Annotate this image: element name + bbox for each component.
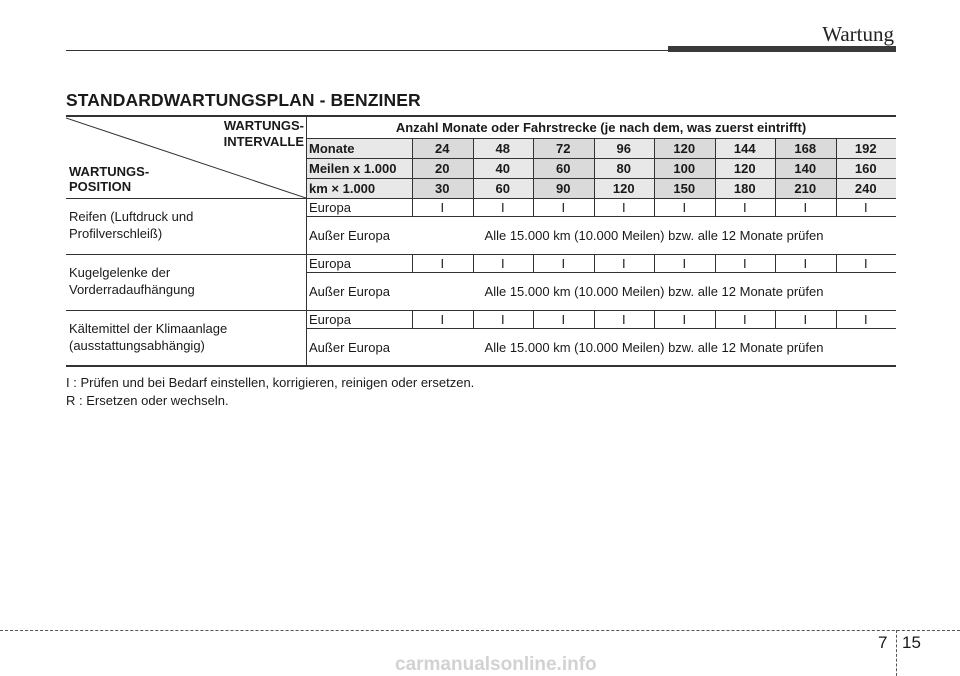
header-value: 150 (673, 180, 696, 196)
table-rule (715, 138, 716, 198)
interval-value: I (742, 199, 747, 215)
interval-value: I (440, 311, 445, 327)
position-label: Kältemittel der Klimaanlage (ausstattungsabhängig) (69, 321, 228, 353)
section-title: STANDARDWARTUNGSPLAN - BENZINER (66, 90, 421, 110)
table-rule (306, 116, 307, 198)
table-rule (775, 310, 776, 328)
table-rule (836, 310, 837, 328)
corner-intervals-label: WARTUNGS- INTERVALLE (223, 118, 304, 149)
position-label: Reifen (Luftdruck und Profilverschleiß) (69, 209, 194, 241)
table-rule (654, 138, 655, 198)
table-top-rule (66, 115, 896, 117)
legend-i: I : Prüfen und bei Bedarf einstellen, korrigieren, reinigen oder ersetzen. (66, 375, 475, 390)
corner-diagonal (66, 116, 306, 198)
page-number: 15 (902, 633, 921, 652)
table-rule (654, 254, 655, 272)
corner-position-label: WARTUNGS- POSITION (69, 164, 150, 194)
header-value: 144 (733, 140, 756, 156)
table-rule (473, 198, 474, 216)
table-rule (306, 272, 896, 273)
table-rule (715, 310, 716, 328)
table-rule (533, 138, 534, 198)
interval-value: I (500, 255, 505, 271)
region-label: Außer Europa (309, 227, 390, 243)
header-value: 60 (556, 160, 571, 176)
interval-value: I (803, 199, 808, 215)
table-rule (836, 254, 837, 272)
header-value: 120 (673, 140, 696, 156)
header-value: 48 (495, 140, 510, 156)
header-value: 168 (794, 140, 817, 156)
interval-value: I (863, 199, 868, 215)
table-rule (594, 254, 595, 272)
interval-value: I (621, 255, 626, 271)
table-rule (306, 138, 896, 139)
table-rule (473, 254, 474, 272)
interval-value: I (561, 199, 566, 215)
table-rule (306, 198, 307, 254)
span-header: Anzahl Monate oder Fahrstrecke (je nach dem, was zuerst eintrifft) (395, 119, 807, 135)
header-value: 140 (794, 160, 817, 176)
region-label: Außer Europa (309, 283, 390, 299)
footer-rule (0, 630, 960, 631)
table-rule (412, 310, 413, 328)
table-rule (775, 138, 776, 198)
header-value: 24 (435, 140, 450, 156)
interval-value: I (561, 255, 566, 271)
table-rule (412, 138, 413, 198)
table-rule (836, 198, 837, 216)
region-label: Europa (309, 311, 351, 327)
interval-text: Alle 15.000 km (10.000 Meilen) bzw. alle 12 Monate prüfen (484, 339, 824, 355)
table-bottom-rule (66, 365, 896, 367)
table-rule (836, 138, 837, 198)
interval-value: I (682, 199, 687, 215)
table-rule (775, 254, 776, 272)
position-label: Kugelgelenke der Vorderradaufhängung (69, 265, 195, 297)
table-rule (533, 310, 534, 328)
legend-r: R : Ersetzen oder wechseln. (66, 393, 229, 408)
table-rule (412, 198, 413, 216)
header-bar (668, 46, 896, 52)
table-rule (306, 328, 896, 329)
interval-value: I (440, 255, 445, 271)
table-rule (473, 310, 474, 328)
table-rule (473, 138, 474, 198)
table-rule (306, 158, 896, 159)
header-value: 160 (854, 160, 877, 176)
header-value: 72 (556, 140, 571, 156)
table-rule (306, 216, 896, 217)
header-value: 60 (495, 180, 510, 196)
interval-text: Alle 15.000 km (10.000 Meilen) bzw. alle 12 Monate prüfen (484, 227, 824, 243)
interval-value: I (863, 311, 868, 327)
table-rule (533, 254, 534, 272)
watermark: carmanualsonline.info (395, 654, 597, 675)
table-rule (715, 254, 716, 272)
chapter-number: 7 (878, 633, 888, 652)
header-value: 30 (435, 180, 450, 196)
header-value: 180 (733, 180, 756, 196)
table-rule (412, 254, 413, 272)
interval-value: I (803, 311, 808, 327)
region-label: Europa (309, 255, 351, 271)
header-value: 192 (854, 140, 877, 156)
header-value: 210 (794, 180, 817, 196)
table-rule (306, 254, 307, 310)
table-rule (306, 310, 307, 366)
interval-value: I (863, 255, 868, 271)
header-value: 90 (556, 180, 571, 196)
table-rule (533, 198, 534, 216)
interval-value: I (621, 199, 626, 215)
running-header: Wartung (822, 22, 894, 46)
region-label: Europa (309, 199, 351, 215)
region-label: Außer Europa (309, 339, 390, 355)
header-row-label: Monate (309, 140, 355, 156)
header-value: 40 (495, 160, 510, 176)
header-row-label: km × 1.000 (309, 180, 376, 196)
table-rule (654, 310, 655, 328)
table-rule (654, 198, 655, 216)
header-value: 100 (673, 160, 696, 176)
interval-value: I (440, 199, 445, 215)
footer-divider (896, 630, 897, 676)
interval-text: Alle 15.000 km (10.000 Meilen) bzw. alle 12 Monate prüfen (484, 283, 824, 299)
interval-value: I (621, 311, 626, 327)
header-value: 120 (733, 160, 756, 176)
interval-value: I (500, 311, 505, 327)
header-value: 20 (435, 160, 450, 176)
maintenance-table (66, 116, 896, 365)
interval-value: I (682, 311, 687, 327)
interval-value: I (742, 255, 747, 271)
table-rule (594, 198, 595, 216)
table-rule (66, 198, 896, 199)
interval-value: I (803, 255, 808, 271)
table-rule (594, 310, 595, 328)
interval-value: I (682, 255, 687, 271)
interval-value: I (561, 311, 566, 327)
header-value: 80 (616, 160, 631, 176)
table-rule (306, 178, 896, 179)
table-rule (775, 198, 776, 216)
interval-value: I (500, 199, 505, 215)
table-rule (594, 138, 595, 198)
interval-value: I (742, 311, 747, 327)
header-value: 240 (854, 180, 877, 196)
header-row-label: Meilen x 1.000 (309, 160, 397, 176)
header-value: 96 (616, 140, 631, 156)
table-rule (715, 198, 716, 216)
header-value: 120 (612, 180, 635, 196)
